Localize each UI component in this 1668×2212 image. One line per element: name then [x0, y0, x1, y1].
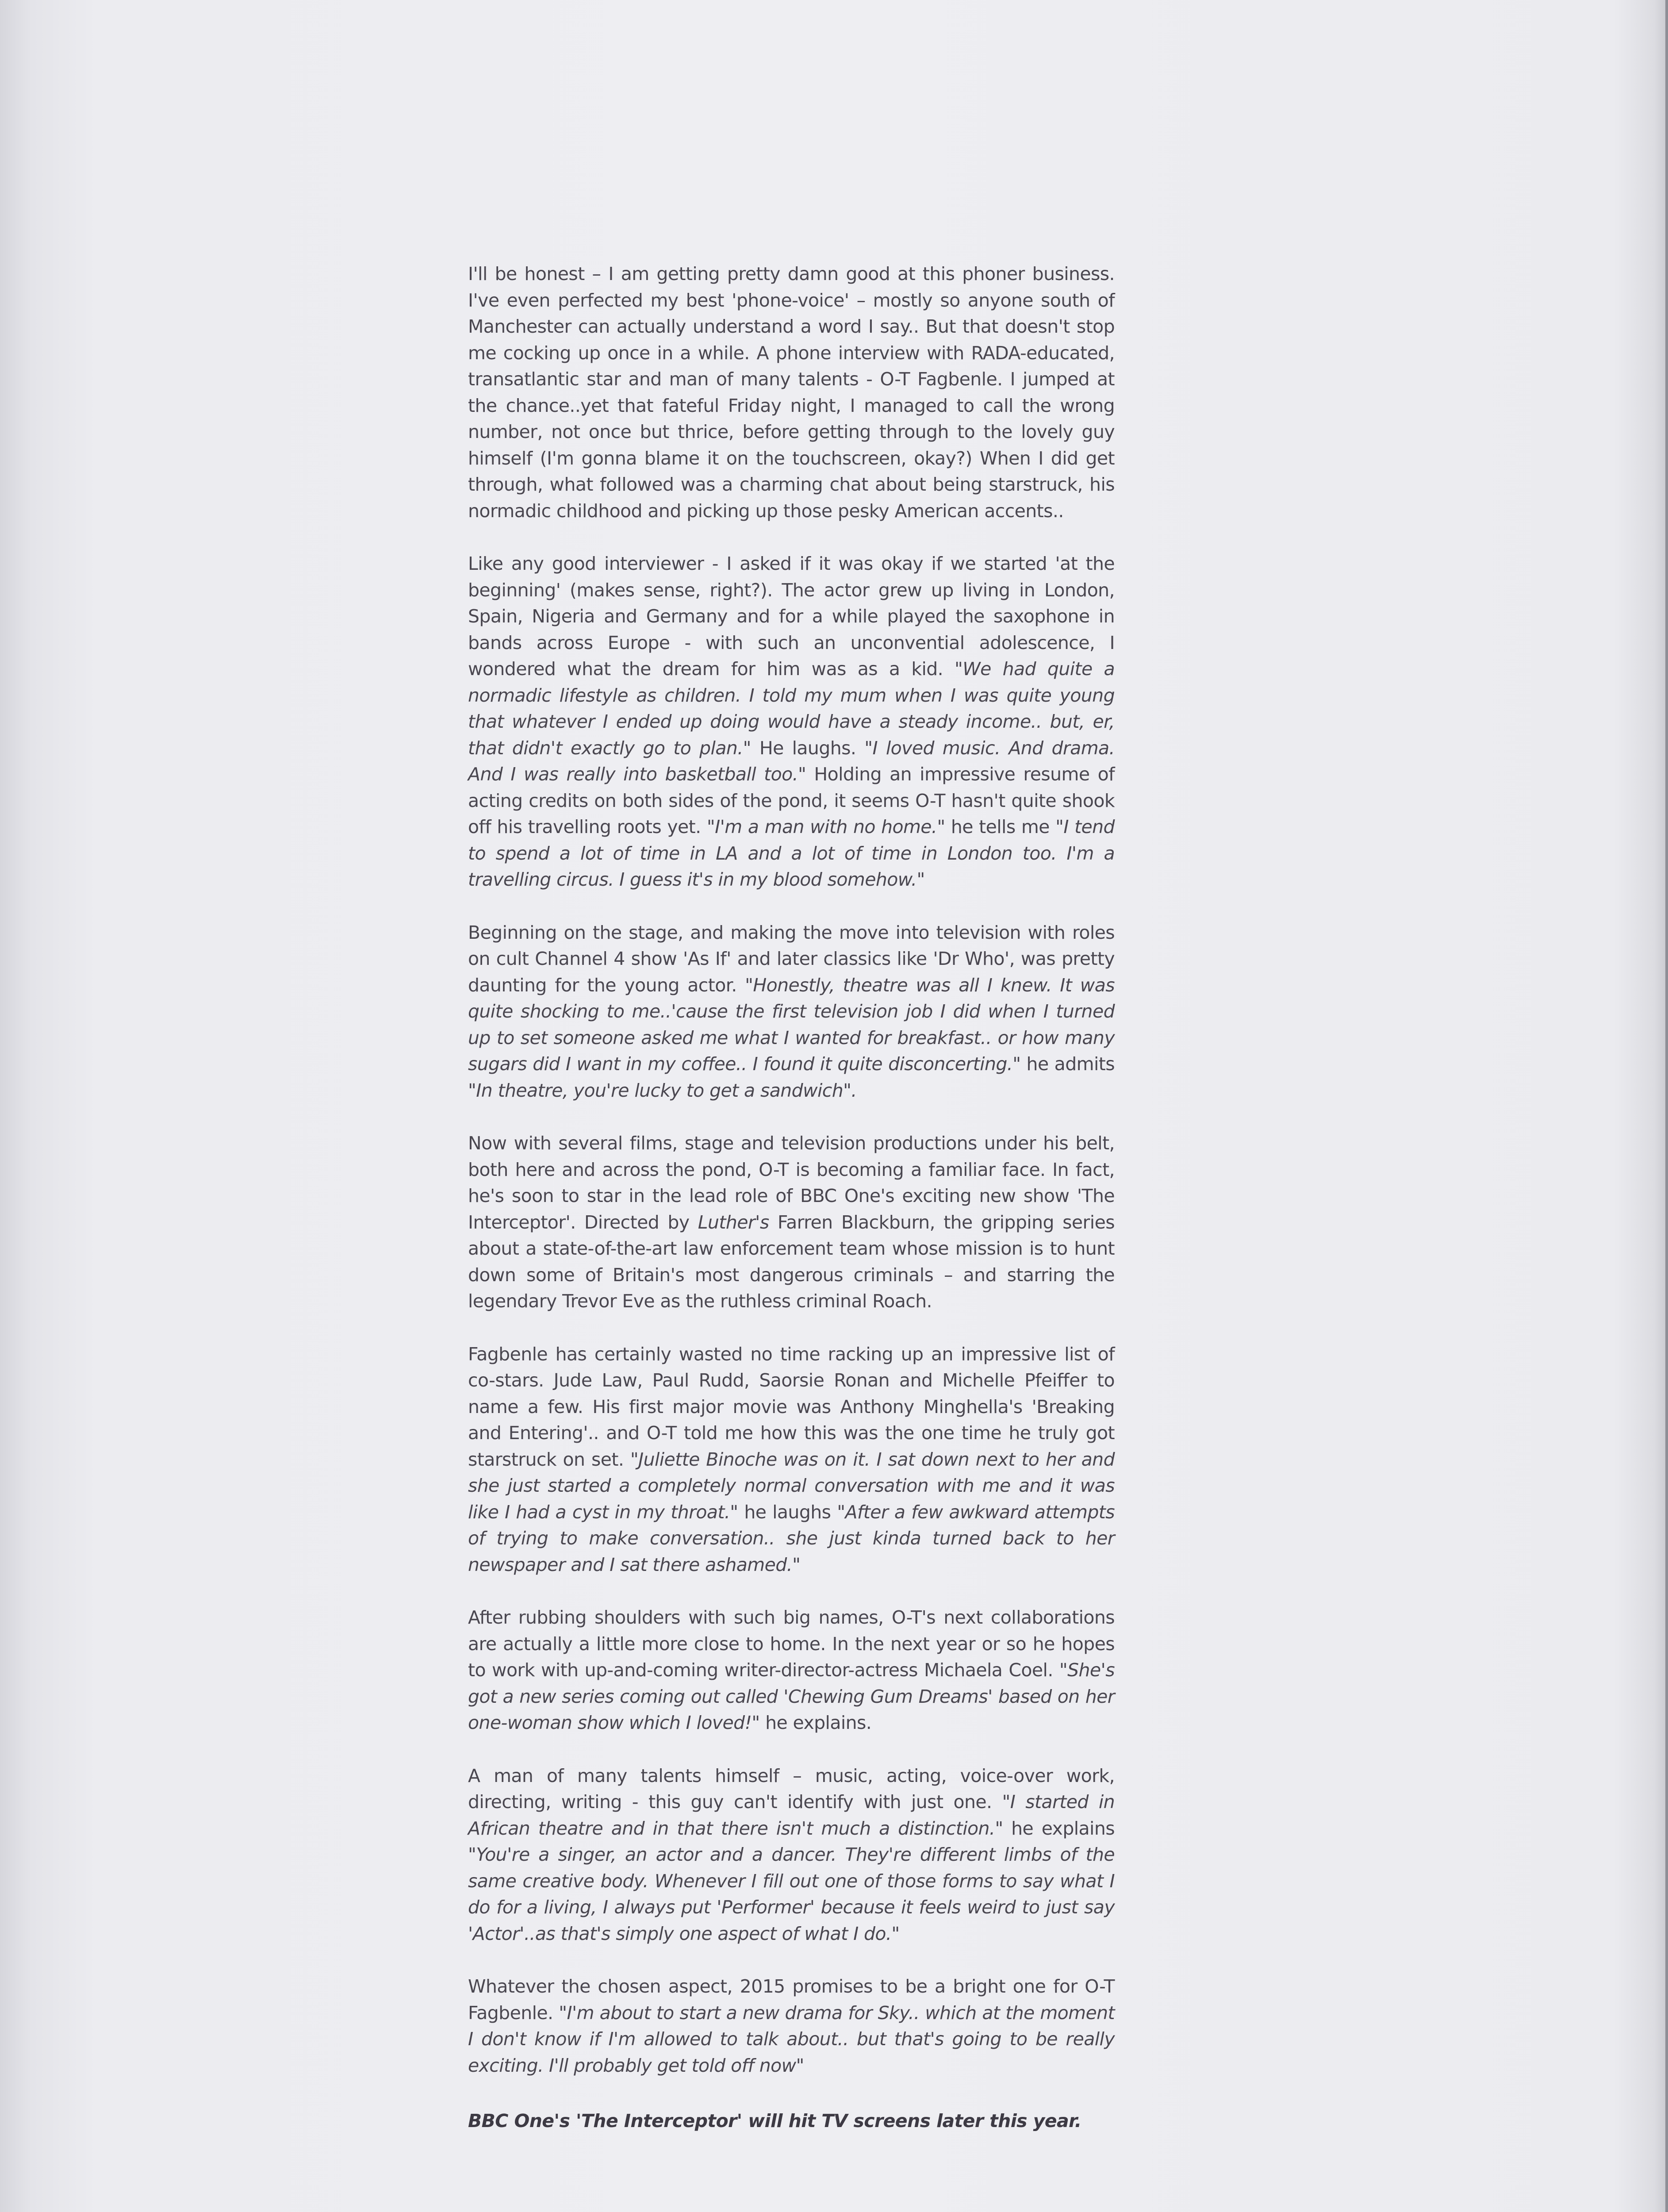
quote-text: "I tend to spend a lot of time in LA and a lot of time in London too. I'm a travelling circus. I guess it's in my blood somehow.": [468, 816, 1115, 890]
body-text: he laughs: [738, 1501, 837, 1523]
body-text: Now with several films, stage and television productions under his belt, both here and across the pond, O-T is becoming a familiar face. In fact, he's soon to star in the lead role of BBC One's exciting new show 'The Interceptor'. Directed by: [468, 1133, 1115, 1233]
article-body: [468, 261, 1115, 2135]
article-paragraph: [468, 1605, 1115, 1736]
article-paragraph: [468, 1974, 1115, 2079]
quote-text: "After a few awkward attempts of trying to make conversation.. she just kinda turned back to her newspaper and I sat there ashamed.": [468, 1501, 1115, 1575]
body-text: After rubbing shoulders with such big names, O-T's next collaborations are actually a little more close to home. In the next year or so he hopes to work with up-and-coming writer-director-actress Michaela Coel.: [468, 1607, 1115, 1681]
page-edge: [1665, 0, 1668, 2212]
body-text: A man of many talents himself – music, acting, voice-over work, directing, writing - this guy can't identify with just one.: [468, 1765, 1115, 1813]
quote-text: "I'm about to start a new drama for Sky.. which at the moment I don't know if I'm allowed to talk about.. but that's going to be really exciting. I'll probably get told off now": [468, 2002, 1115, 2076]
article-paragraphs: [468, 261, 1115, 2079]
body-text: I'll be honest – I am getting pretty damn good at this phoner business. I've even perfected my best 'phone-voice' – mostly so anyone south of Manchester can actually understand a word I say.. But that doesn't stop me cocking up once in a while. A phone interview with RADA-educated, transatlantic star and man of many talents - O-T Fagbenle. I jumped at the chance..yet that fateful Friday night, I managed to call the wrong number, not once but thrice, before getting through to the lovely guy himself (I'm gonna blame it on the touchscreen, okay?) When I did get through, what followed was a charming chat about being starstruck, his normadic childhood and picking up those pesky American accents..: [468, 263, 1115, 522]
body-text: Whatever the chosen aspect, 2015 promises to be a bright one for O-T Fagbenle.: [468, 1976, 1115, 2024]
body-text: Farren Blackburn, the gripping series about a state-of-the-art law enforcement team whose mission is to hunt down some of Britain's most dangerous criminals – and starring the legendary Trevor Eve as the ruthless criminal Roach.: [468, 1211, 1115, 1312]
body-text: Beginning on the stage, and making the move into television with roles on cult Channel 4 show 'As If' and later classics like 'Dr Who', was pretty daunting for the young actor.: [468, 922, 1115, 996]
body-text: Fagbenle has certainly wasted no time racking up an impressive list of co-stars. Jude Law, Paul Rudd, Saorsie Ronan and Michelle Pfeiffer to name a few. His first major movie was Anthony Minghella's 'Breaking and Entering'.. and O-T told me how this was the one time he truly got starstruck on set.: [468, 1343, 1115, 1470]
body-text: he admits: [1020, 1053, 1115, 1075]
quote-text: "I'm a man with no home.": [706, 816, 945, 837]
body-text: he explains.: [759, 1712, 872, 1733]
body-text: he explains: [1003, 1817, 1115, 1839]
article-paragraph: [468, 551, 1115, 893]
quote-text: "She's got a new series coming out called 'Chewing Gum Dreams' based on her one-woman show which I loved!": [468, 1659, 1115, 1733]
body-text: He laughs.: [751, 737, 865, 759]
body-text: Holding an impressive resume of acting credits on both sides of the pond, it seems O-T hasn't quite shook off his travelling roots yet.: [468, 764, 1115, 837]
quote-text: "We had quite a normadic lifestyle as children. I told my mum when I was quite young that whatever I ended up doing would have a steady income.. but, er, that didn't exactly go to plan.": [468, 658, 1115, 759]
quote-text: "Honestly, theatre was all I knew. It was quite shocking to me..'cause the first television job I did when I turned up to set someone asked me what I wanted for breakfast.. or how many sugars did I want in my coffee.. I found it quite disconcerting.": [468, 974, 1115, 1075]
body-text: Like any good interviewer - I asked if it was okay if we started 'at the beginning' (makes sense, right?). The actor grew up living in London, Spain, Nigeria and Germany and for a while played the saxophone in bands across Europe - with such an unconvential adolescence, I wondered what the dream for him was as a kid.: [468, 553, 1115, 680]
article-paragraph: [468, 1341, 1115, 1578]
article-paragraph: [468, 1763, 1115, 1947]
quote-text: "Juliette Binoche was on it. I sat down next to her and she just started a completely normal conversation with me and it was like I had a cyst in my throat.": [468, 1448, 1115, 1523]
quote-text: "You're a singer, an actor and a dancer. They're different limbs of the same creative body. Whenever I fill out one of those forms to say what I do for a living, I always put 'Performer' because it feels weird to just say 'Actor'..as that's simply one aspect of what I do.": [468, 1844, 1115, 1944]
quote-text: Luther's: [698, 1211, 769, 1233]
closing-note: BBC One's 'The Interceptor' will hit TV screens later this year.: [468, 2110, 1081, 2131]
body-text: he tells me: [945, 816, 1056, 837]
quote-text: "I started in African theatre and in that there isn't much a distinction.": [468, 1791, 1115, 1839]
quote-text: "In theatre, you're lucky to get a sandwich".: [468, 1079, 857, 1101]
article-paragraph: [468, 261, 1115, 524]
article-paragraph: [468, 1130, 1115, 1315]
quote-text: "I loved music. And drama. And I was really into basketball too.": [468, 737, 1115, 785]
article-paragraph: [468, 920, 1115, 1104]
